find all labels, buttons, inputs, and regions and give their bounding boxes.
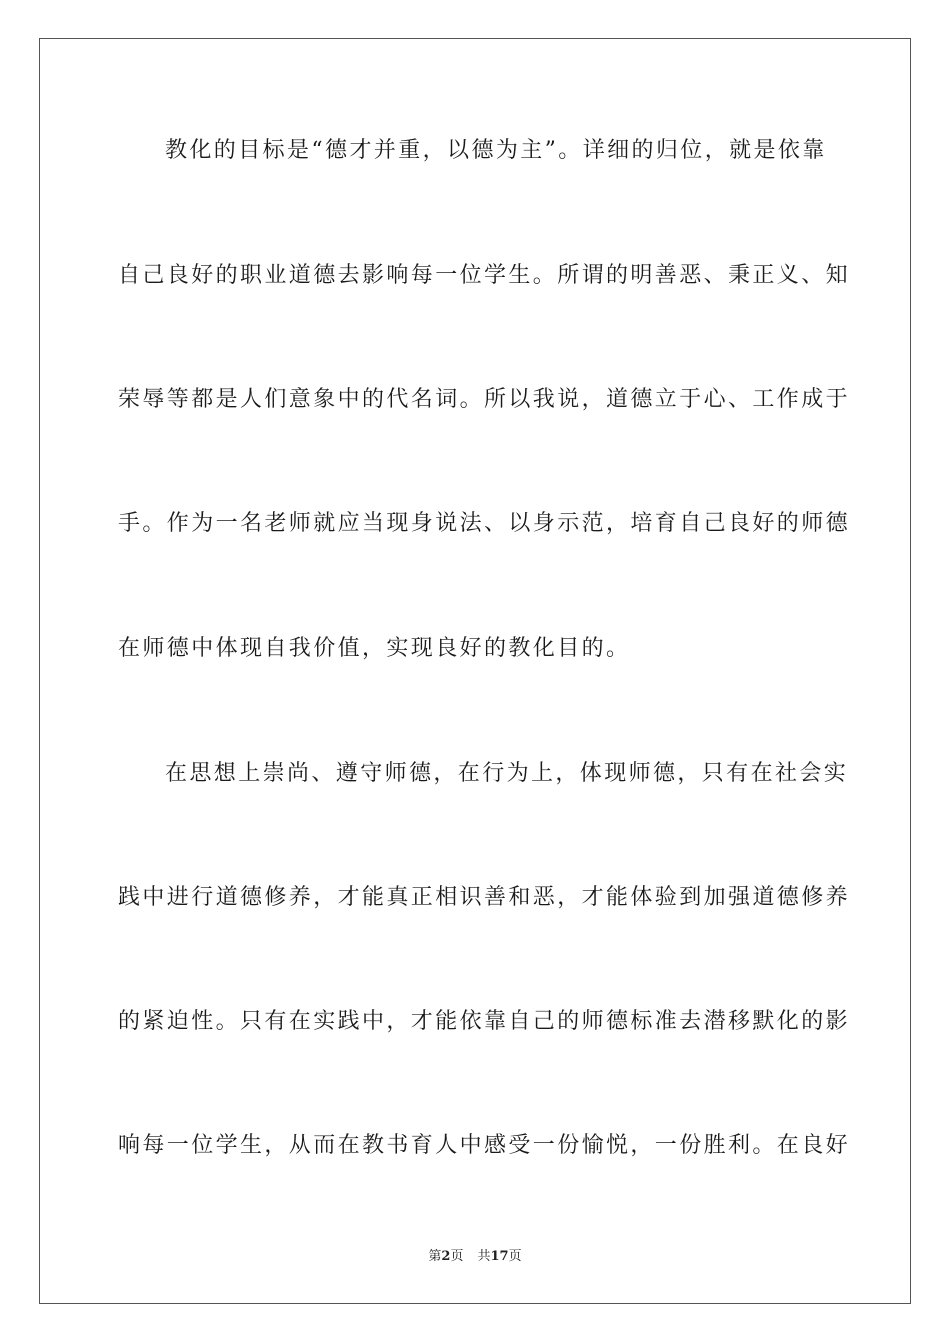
page-indicator: 第2页 bbox=[428, 1249, 464, 1264]
paragraph-1-line-4: 手。作为一名老师就应当现身说法、以身示范，培育自己良好的师德 bbox=[118, 511, 851, 536]
paragraph-2-line-3: 的紧迫性。只有在实践中，才能依靠自己的师德标准去潜移默化的影 bbox=[118, 1009, 851, 1034]
paragraph-2-line-1: 在思想上崇尚、遵守师德，在行为上，体现师德，只有在社会实 bbox=[165, 761, 849, 786]
paragraph-1-line-5: 在师德中体现自我价值，实现良好的教化目的。 bbox=[118, 636, 631, 661]
paragraph-2-line-2: 践中进行道德修养，才能真正相识善和恶，才能体验到加强道德修养 bbox=[118, 885, 851, 910]
page-footer bbox=[0, 1247, 950, 1267]
paragraph-1-line-3: 荣辱等都是人们意象中的代名词。所以我说，道德立于心、工作成于 bbox=[118, 387, 851, 412]
paragraph-1-line-2: 自己良好的职业道德去影响每一位学生。所谓的明善恶、秉正义、知 bbox=[118, 263, 851, 288]
total-pages-indicator: 共17页 bbox=[477, 1249, 522, 1264]
paragraph-1-line-1: 教化的目标是“德才并重，以德为主”。详细的归位，就是依靠 bbox=[165, 138, 827, 163]
page-number: 2 bbox=[441, 1249, 451, 1264]
paragraph-2-line-4: 响每一位学生，从而在教书育人中感受一份愉悦，一份胜利。在良好 bbox=[118, 1133, 851, 1158]
total-page-count: 17 bbox=[490, 1249, 509, 1264]
page-border bbox=[39, 38, 911, 1304]
